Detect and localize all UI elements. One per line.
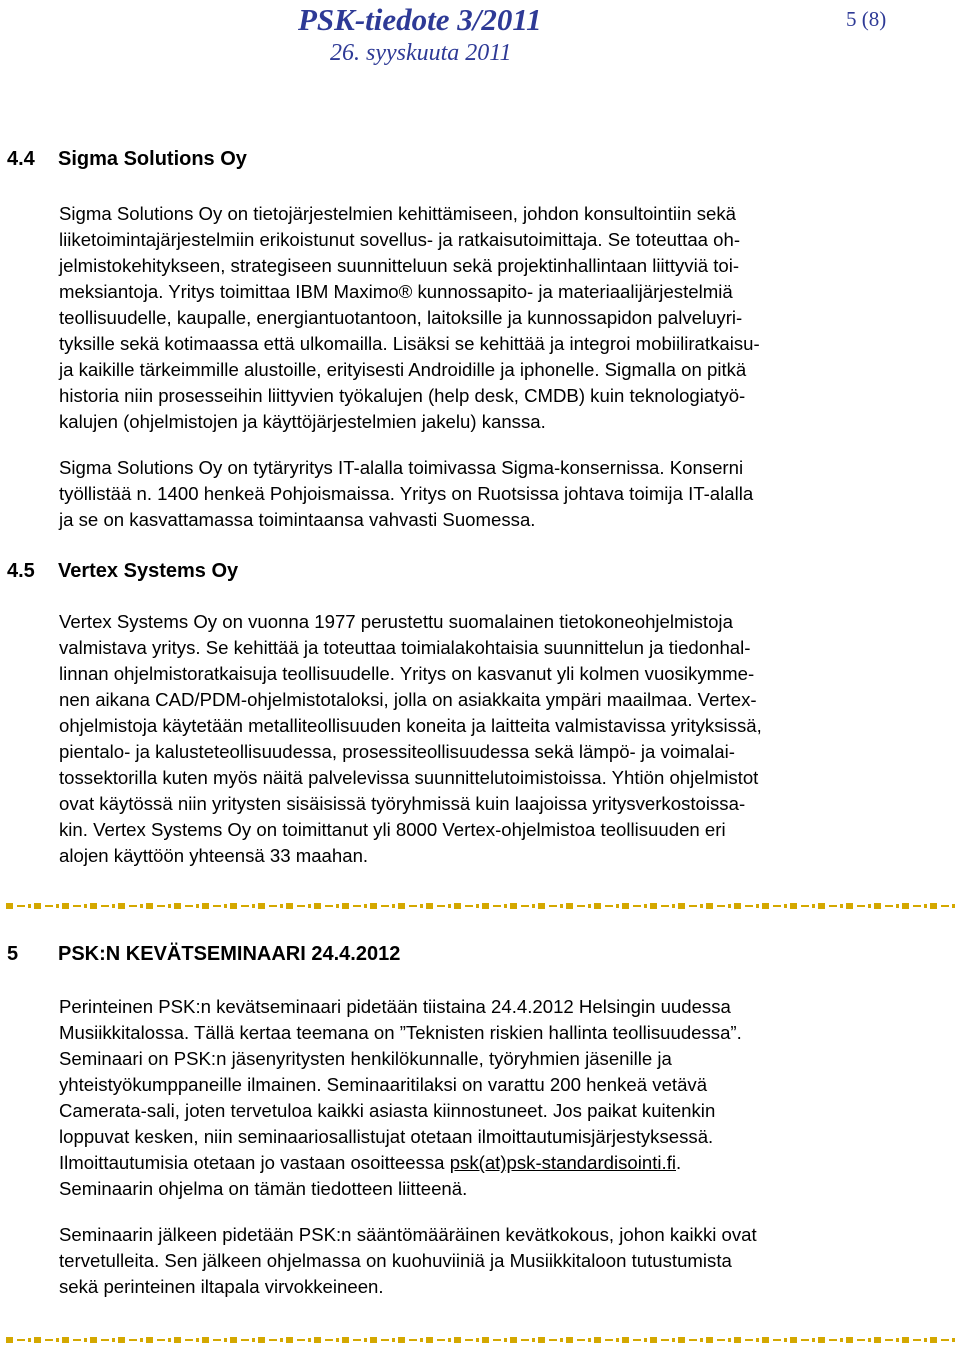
- text-line: tossektorilla kuten myös näitä palvelevissa suunnittelutoimistoissa. Yhtiön ohjelmistot: [59, 767, 759, 788]
- section-number: 5: [7, 943, 19, 965]
- dotted-divider-graphic: [0, 1334, 960, 1346]
- text-line: Seminaarin jälkeen pidetään PSK:n sääntömääräinen kevätkokous, johon kaikki ovat: [59, 1224, 757, 1245]
- text-line: ja se on kasvattamassa toimintaansa vahvasti Suomessa.: [59, 509, 536, 530]
- text-line: ohjelmistoja käytetään metalliteollisuuden koneita ja laitteita valmistavissa yrityksissä,: [59, 715, 762, 736]
- text-line: nen aikana CAD/PDM-ohjelmistotaloksi, jolla on asiakkaita ympäri maailmaa. Vertex-: [59, 689, 757, 710]
- text-line: Musiikkitalossa. Tällä kertaa teemana on ”Teknisten riskien hallinta teollisuudessa”.: [59, 1022, 742, 1043]
- text-line: alojen käyttöön yhteensä 33 maahan.: [59, 845, 369, 866]
- dotted-divider-graphic: [0, 900, 960, 912]
- text-line: jelmistokehitykseen, strategiseen suunnitteluun sekä projektinhallintaan liittyviä toi-: [59, 255, 740, 276]
- text-line: Seminaari on PSK:n jäsenyritysten henkilökunnalle, työryhmien jäsenille ja: [59, 1048, 672, 1069]
- text-line: kin. Vertex Systems Oy on toimittanut yli 8000 Vertex-ohjelmistoa teollisuuden eri: [59, 819, 726, 840]
- section-title: Sigma Solutions Oy: [58, 148, 247, 170]
- text-line: tervetulleita. Sen jälkeen ohjelmassa on kuohuviiniä ja Musiikkitaloon tutustumista: [59, 1250, 732, 1271]
- page-number: 5 (8): [846, 7, 887, 31]
- text-line: Seminaarin ohjelma on tämän tiedotteen liitteenä.: [59, 1178, 468, 1199]
- section-number: 4.5: [7, 560, 35, 582]
- signup-end: .: [676, 1152, 682, 1173]
- text-line: loppuvat kesken, niin seminaariosallistujat otetaan ilmoittautumisjärjestyksessä.: [59, 1126, 714, 1147]
- seminar-paragraph-1: [59, 994, 909, 1202]
- section-divider: [0, 900, 960, 912]
- text-line: sekä perinteinen iltapala virvokkeineen.: [59, 1276, 384, 1297]
- signup-email-link[interactable]: psk(at)psk-standardisointi.fi: [449, 1152, 676, 1173]
- text-line: yhteistyökumppaneille ilmainen. Seminaaritilaksi on varattu 200 henkeä vetävä: [59, 1074, 708, 1095]
- newsletter-date: 26. syyskuuta 2011: [330, 40, 512, 66]
- text-line: liiketoimintajärjestelmiin erikoistunut sovellus- ja ratkaisutoimittaja. Se toteuttaa oh-: [59, 229, 741, 250]
- text-line: valmistava yritys. Se kehittää ja toteuttaa toimialakohtaisia suunnittelun ja tiedonhal-: [59, 637, 751, 658]
- signup-text: Ilmoittautumisia otetaan jo vastaan osoitteessa: [59, 1152, 450, 1173]
- text-line: tyksille sekä kotimaassa että ulkomailla. Lisäksi se kehittää ja integroi mobiiliratkaisu-: [59, 333, 760, 354]
- section-number: 4.4: [7, 148, 35, 170]
- section-title: PSK:N KEVÄTSEMINAARI 24.4.2012: [58, 943, 401, 965]
- sigma-paragraph-2: [59, 455, 909, 533]
- text-line: Sigma Solutions Oy on tietojärjestelmien kehittämiseen, johdon konsultointiin sekä: [59, 203, 736, 224]
- text-line: Sigma Solutions Oy on tytäryritys IT-alalla toimivassa Sigma-konsernissa. Konserni: [59, 457, 744, 478]
- section-title: Vertex Systems Oy: [58, 560, 239, 582]
- text-line: meksiantoja. Yritys toimittaa IBM Maximo® kunnossapito- ja materiaalijärjestelmiä: [59, 281, 733, 302]
- signup-line: [59, 1150, 909, 1176]
- text-line: kalujen (ohjelmistojen ja käyttöjärjestelmien jakelu) kanssa.: [59, 411, 546, 432]
- sigma-paragraph-1: [59, 201, 909, 435]
- text-line: Vertex Systems Oy on vuonna 1977 perustettu suomalainen tietokoneohjelmistoja: [59, 611, 733, 632]
- newsletter-title: PSK-tiedote 3/2011: [298, 2, 542, 37]
- text-line: teollisuudelle, kaupalle, energiantuotantoon, laitoksille ja kunnossapidon palveluyri-: [59, 307, 743, 328]
- text-line: työllistää n. 1400 henkeä Pohjoismaissa. Yritys on Ruotsissa johtava toimija IT-alalla: [59, 483, 754, 504]
- text-line: ja kaikille tärkeimmille alustoille, erityisesti Androidille ja iphonelle. Sigmalla on pitkä: [59, 359, 747, 380]
- text-line: ovat käytössä niin yritysten sisäisissä työryhmissä kuin laajoissa yritysverkostoissa-: [59, 793, 746, 814]
- text-line: Perinteinen PSK:n kevätseminaari pidetään tiistaina 24.4.2012 Helsingin uudessa: [59, 996, 731, 1017]
- vertex-paragraph: [59, 609, 909, 869]
- text-line: pientalo- ja kalusteteollisuudessa, prosessiteollisuudessa sekä lämpö- ja voimalai-: [59, 741, 735, 762]
- seminar-paragraph-2: [59, 1222, 909, 1300]
- text-line: linnan ohjelmistoratkaisuja teollisuudelle. Yritys on kasvanut yli kolmen vuosikymme-: [59, 663, 755, 684]
- text-line: Camerata-sali, joten tervetuloa kaikki asiasta kiinnostuneet. Jos paikat kuitenkin: [59, 1100, 716, 1121]
- section-divider: [0, 1334, 960, 1346]
- text-line: historia niin prosesseihin liittyvien työkalujen (help desk, CMDB) kuin teknologiatyö-: [59, 385, 746, 406]
